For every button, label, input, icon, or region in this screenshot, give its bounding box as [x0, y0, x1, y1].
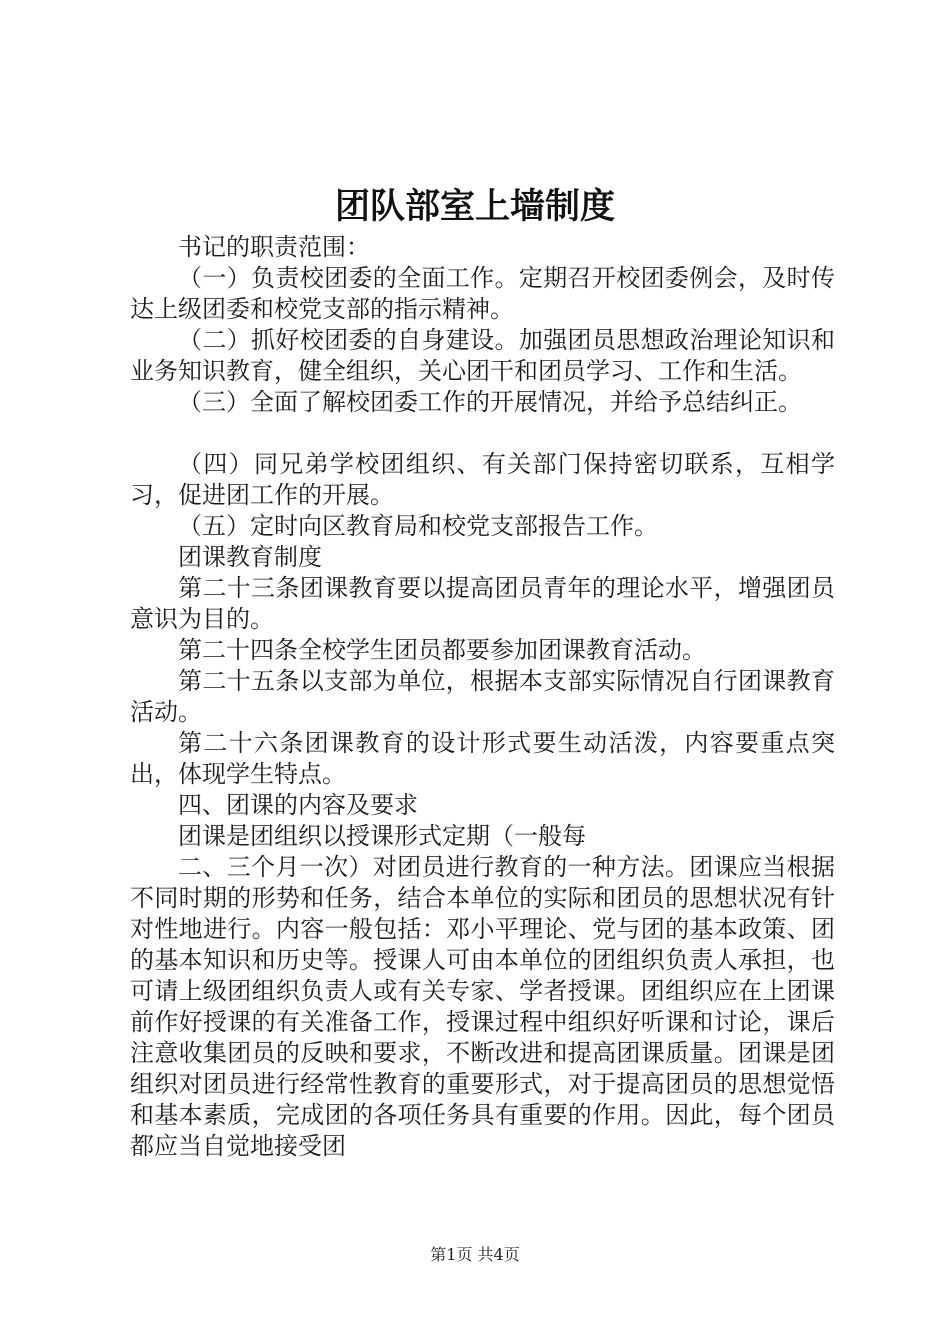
- paragraph: 团课是团组织以授课形式定期（一般每: [178, 822, 586, 850]
- paragraph: （四）同兄弟学校团组织、有关部门保持密切联系，互相学习，促进团工作的开展。: [130, 450, 835, 509]
- document-body: [130, 232, 835, 1162]
- paragraph: （一）负责校团委的全面工作。定期召开校团委例会，及时传达上级团委和校党支部的指示精神。: [130, 264, 835, 323]
- section-heading: 四、团课的内容及要求: [178, 791, 418, 819]
- paragraph: 第二十四条全校学生团员都要参加团课教育活动。: [178, 636, 706, 664]
- paragraph: （二）抓好校团委的自身建设。加强团员思想政治理论知识和业务知识教育，健全组织，关心团干和团员学习、工作和生活。: [130, 326, 835, 385]
- page-footer: 第1页 共4页: [430, 1245, 520, 1264]
- paragraph: 第二十三条团课教育要以提高团员青年的理论水平，增强团员意识为目的。: [130, 574, 835, 633]
- paragraph: 第二十五条以支部为单位，根据本支部实际情况自行团课教育活动。: [130, 667, 835, 726]
- section-heading: 团课教育制度: [178, 543, 322, 571]
- document-title: 团队部室上墙制度: [334, 186, 615, 227]
- paragraph: 书记的职责范围：: [178, 233, 370, 261]
- paragraph: （五）定时向区教育局和校党支部报告工作。: [178, 512, 658, 540]
- paragraph: （三）全面了解校团委工作的开展情况，并给予总结纠正。: [178, 388, 802, 416]
- paragraph: 第二十六条团课教育的设计形式要生动活泼，内容要重点突出，体现学生特点。: [130, 729, 835, 788]
- paragraph: 二、三个月一次）对团员进行教育的一种方法。团课应当根据不同时期的形势和任务，结合本单位的实际和团员的思想状况有针对性地进行。内容一般包括：邓小平理论、党与团的基本政策、团的基本知识和历史等。授课人可由本单位的团组织负责人承担，也可请上级团组织负责人或有关专家、学者授课。团组织应在上团课前作好授课的有关准备工作，授课过程中组织好听课和讨论，课后注意收集团员的反映和要求，不断改进和提高团课质量。团课是团组织对团员进行经常性教育的重要形式，对于提高团员的思想觉悟和基本素质，完成团的各项任务具有重要的作用。因此，每个团员都应当自觉地接受团: [130, 853, 835, 1160]
